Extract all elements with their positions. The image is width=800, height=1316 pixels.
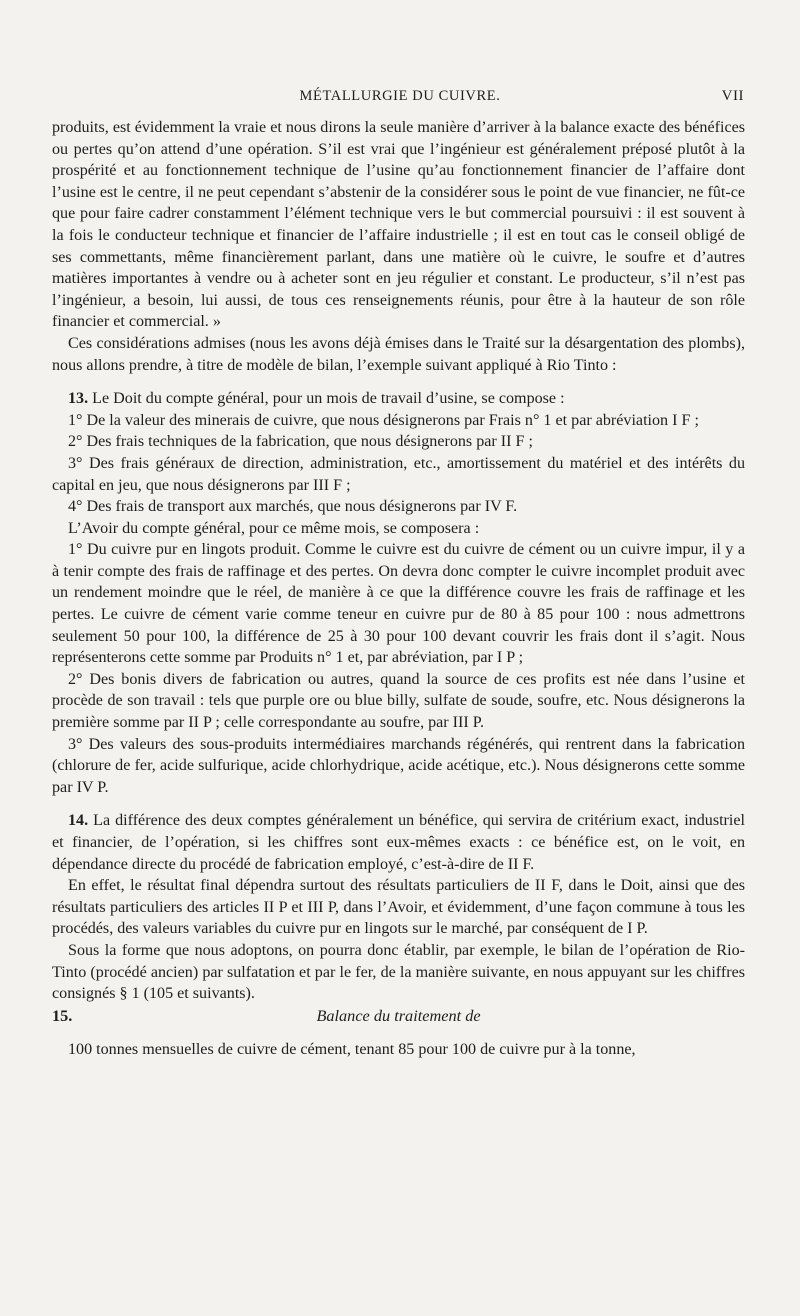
doit-item-1: 1° De la valeur des minerais de cuivre, que nous désignerons par Frais n° 1 et par abréviation I F ; [68, 411, 699, 429]
doit-item-3: 3° Des frais généraux de direction, administration, etc., amortissement du matériel et des intérêts du capital en jeu, que nous désignerons par III F ; [52, 454, 745, 494]
page-number: VII [721, 88, 744, 104]
paragraph-en-effet: En effet, le résultat final dépendra surtout des résultats particuliers de II F, dans le Doit, ainsi que des résultats particuliers des articles II P et III P, dans l’Avoir, et évidemment, d’une façon commune à tous les procédés, des valeurs variables du cuivre pur en lingots sur le marché, par conséquent de I P. [52, 877, 745, 938]
paragraph-considerations: Ces considérations admises (nous les avons déjà émises dans le Traité sur la désargentation des plombs), nous allons prendre, à titre de modèle de bilan, l’exemple suivant appliqué à Rio Tinto : [52, 334, 745, 374]
avoir-item-1: 1° Du cuivre pur en lingots produit. Comme le cuivre est du cuivre de cément ou un cuivre impur, il y a à tenir compte des frais de raffinage et des pertes. On devra donc compter le cuivre incomplet produit avec un rendement moindre que le réel, de manière à ce que la différence couvre les frais de raffinage et les pertes. Le cuivre de cément varie comme teneur en cuivre pur de 80 à 85 pour 100 : nous admettrons seulement 50 pour 100, la différence de 25 à 30 pour 100 devant couvrir les frais dont il s’agit. Nous représenterons cette somme par Produits n° 1 et, par abréviation, par I P ; [52, 541, 745, 667]
page-header [52, 88, 748, 112]
doit-item-4: 4° Des frais de transport aux marchés, que nous désignerons par IV F. [68, 498, 518, 516]
paragraph-section-13 [52, 388, 745, 410]
body-text [52, 117, 745, 1060]
section-number: 13. [68, 390, 89, 408]
avoir-item-2: 2° Des bonis divers de fabrication ou autres, quand la source de ces profits est née dans l’usine et procède de son travail : tels que purple ore ou blue billy, sulfate de soude, soufre, etc. Nous désignerons la première somme par II P ; celle correspondante au soufre, par III P. [52, 670, 745, 732]
section-number: 15. [52, 1005, 73, 1025]
doit-item-2: 2° Des frais techniques de la fabrication, que nous désignerons par II F ; [68, 433, 533, 451]
section-15-title: Balance du traitement de [316, 1005, 481, 1025]
section-14-text: La différence des deux comptes généralement un bénéfice, qui servira de critérium exact, industriel et financier, de l’opération, si les chiffres sont eux-mêmes exacts : ce bénéfice est, on le voit, en dépendance directe du procédé de fabrication employé, c’est-à-dire de II F. [52, 812, 746, 873]
section-15-heading [52, 1005, 745, 1027]
avoir-intro: L’Avoir du compte général, pour ce même mois, se composera : [68, 519, 480, 537]
section-number: 14. [68, 812, 89, 830]
paragraph-sous-la-forme: Sous la forme que nous adoptons, on pourra donc établir, par exemple, le bilan de l’opération de Rio-Tinto (procédé ancien) par sulfatation et par le fer, de la manière suivante, en nous appuyant sur les chiffres consignés § 1 (105 et suivants). [52, 941, 745, 1003]
paragraph-tonnes: 100 tonnes mensuelles de cuivre de cément, tenant 85 pour 100 de cuivre pur à la tonne, [68, 1040, 636, 1058]
section-13-text: Le Doit du compte général, pour un mois de travail d’usine, se compose : [92, 390, 565, 408]
running-title: MÉTALLURGIE DU CUIVRE. [299, 88, 501, 104]
paragraph-continuation: produits, est évidemment la vraie et nous dirons la seule manière d’arriver à la balance exacte des bénéfices ou pertes qu’on attend d’une opération. S’il est vrai que l’ingénieur est généralement préposé plutôt à la prospérité et au fonctionnement technique de l’usine qu’au fonctionnement financier de l’affaire dont l’usine est le centre, il ne peut cependant s’abstenir de la considérer sous le point de vue financier, ne fût-ce que pour faire cadrer constamment l’élément technique vers le but commercial poursuivi : il est souvent à la fois le conducteur technique et financier de l’affaire industrielle ; il est en tout cas le conseil obligé de ses commettants, même financièrement parlant, dans une matière où le cuivre, le soufre et d’autres matières importantes à vendre ou à acheter sont en jeu régulier et constant. Le producteur, s’il n’est pas l’ingénieur, a besoin, lui aussi, de tous ces renseignements réunis, pour être à la hauteur de son rôle financier et commercial. » [52, 119, 745, 331]
avoir-item-3: 3° Des valeurs des sous-produits intermédiaires marchands régénérés, qui rentrent dans la fabrication (chlorure de fer, acide sulfurique, acide chlorhydrique, acide acétique, etc.). Nous désignerons cette somme par IV P. [52, 735, 745, 796]
paragraph-section-14 [52, 810, 745, 875]
